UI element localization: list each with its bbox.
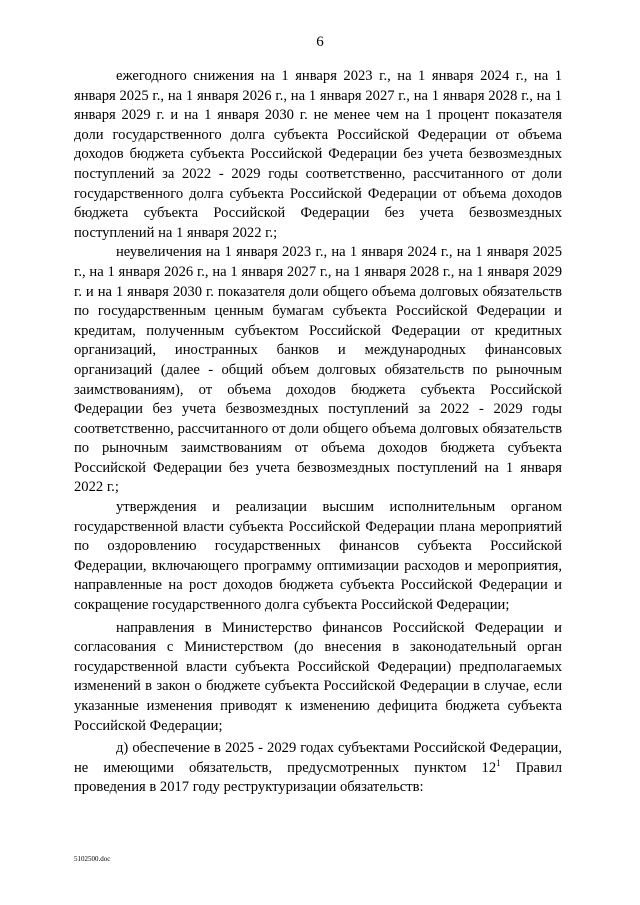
document-body [74, 67, 562, 798]
page-number: 6 [316, 34, 324, 50]
paragraph-annual-decrease: ежегодного снижения на 1 января 2023 г., на 1 января 2024 г., на 1 января 2025 г., на 1 января 2026 г., на 1 января 2027 г., на 1 января 2028 г., на 1 января 2029 г. и на 1 января 2030 г. не менее чем на 1 процент показателя доли государственного долга субъекта Российской Федерации от объема доходов бюджета субъекта Российской Федерации без учета безвозмездных поступлений за 2022 - 2029 годы соответственно, рассчитанного от доли государственного долга субъекта Российской Федерации от объема доходов бюджета субъекта Российской Федерации без учета безвозмездных поступлений на 1 января 2022 г.; [74, 68, 562, 241]
paragraph-provision-d [74, 739, 562, 798]
paragraph-provision-d-tail: Правил проведения в 2017 году реструктуризации обязательств: [74, 759, 562, 796]
paragraph-approval-plan: утверждения и реализации высшим исполнительным органом государственной власти субъекта Российской Федерации плана мероприятий по оздоровлению государственных финансов субъекта Российской Федерации, включающего программу оптимизации расходов и мероприятия, направленные на рост доходов бюджета субъекта Российской Федерации и сокращение государственного долга субъекта Российской Федерации; [74, 499, 562, 614]
paragraph-non-increase: неувеличения на 1 января 2023 г., на 1 января 2024 г., на 1 января 2025 г., на 1 января 2026 г., на 1 января 2027 г., на 1 января 2028 г., на 1 января 2029 г. и на 1 января 2030 г. показателя доли общего объема долговых обязательств по государственным ценным бумагам субъекта Российской Федерации и кредитам, полученным субъектом Российской Федерации от кредитных организаций, иностранных банков и международных финансовых организаций (далее - общий объем долговых обязательств по рыночным заимствованиям), от объема доходов бюджета субъекта Российской Федерации без учета безвозмездных поступлений за 2022 - 2029 годы соответственно, рассчитанного от доли общего объема долговых обязательств по рыночным заимствованиям от объема доходов бюджета субъекта Российской Федерации без учета безвозмездных поступлений на 1 января 2022 г.; [74, 244, 562, 496]
paragraph-submission-ministry: направления в Министерство финансов Российской Федерации и согласования с Министерством (до внесения в законодательный орган государственной власти субъекта Российской Федерации) предполагаемых изменений в закон о бюджете субъекта Российской Федерации в случае, если указанные изменения приводят к изменению дефицита бюджета субъекта Российской Федерации; [74, 619, 562, 734]
paragraph-provision-d-text: д) обеспечение в 2025 - 2029 годах субъектами Российской Федерации, не имеющими обязательств, предусмотренных пунктом 12 [74, 740, 562, 776]
footnote-superscript: 1 [496, 757, 501, 768]
document-filename: 5102500.doc [74, 855, 111, 863]
